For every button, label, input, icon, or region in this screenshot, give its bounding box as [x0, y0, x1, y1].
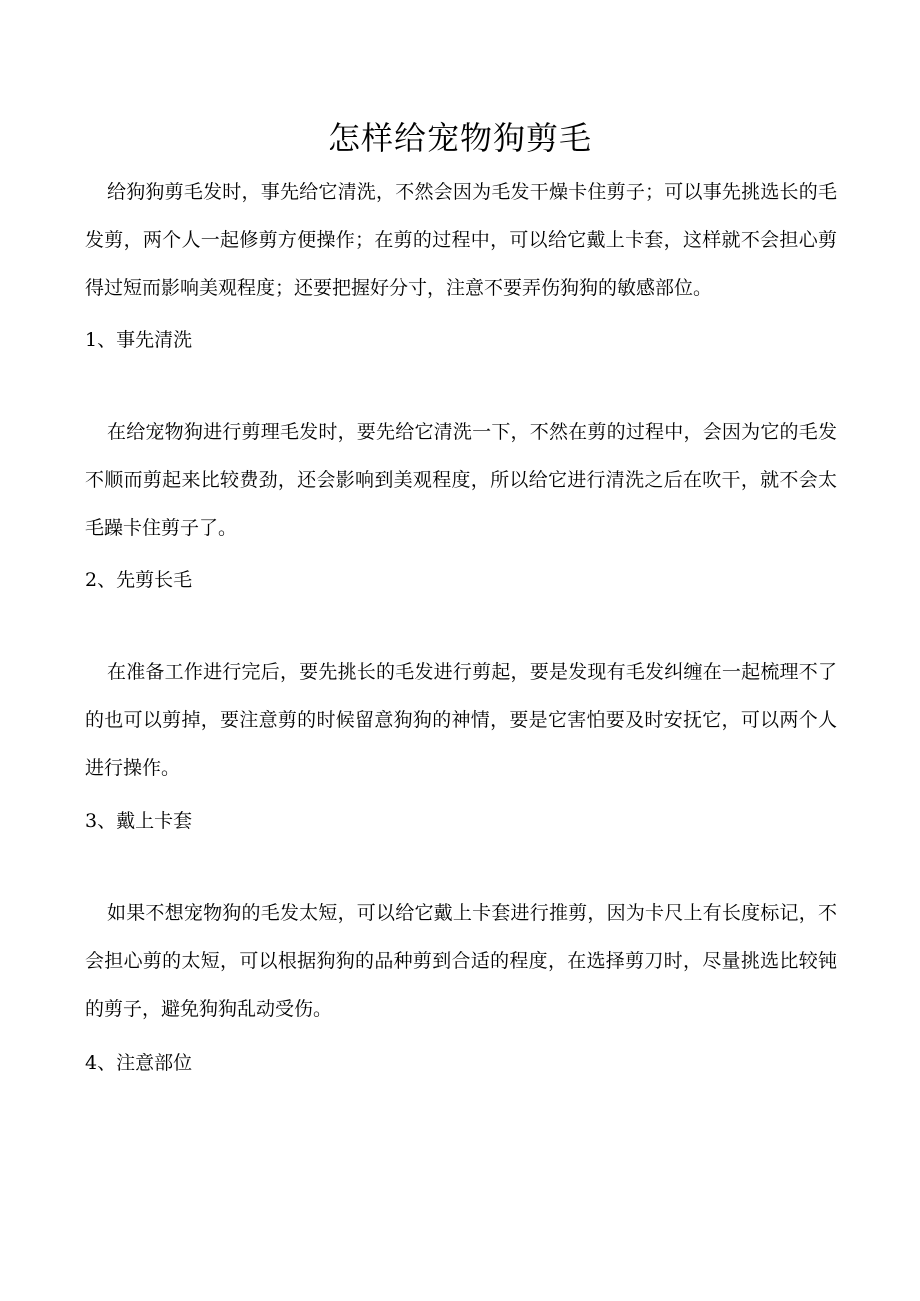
- section-heading-1: 1、事先清洗: [85, 329, 193, 351]
- page-title: 怎样给宠物狗剪毛: [327, 119, 592, 157]
- section-heading-3: 3、戴上卡套: [85, 810, 193, 832]
- section-body-2: 在准备工作进行完后，要先挑长的毛发进行剪起，要是发现有毛发纠缠在一起梳理不了的也可以剪掉，要注意剪的时候留意狗狗的神情，要是它害怕要及时安抚它，可以两个人进行操作。: [85, 661, 837, 779]
- section-heading-2: 2、先剪长毛: [85, 569, 193, 591]
- section-body-1: 在给宠物狗进行剪理毛发时，要先给它清洗一下，不然在剪的过程中，会因为它的毛发不顺而剪起来比较费劲，还会影响到美观程度，所以给它进行清洗之后在吹干，就不会太毛躁卡住剪子了。: [85, 421, 837, 539]
- section-body-3: 如果不想宠物狗的毛发太短，可以给它戴上卡套进行推剪，因为卡尺上有长度标记，不会担心剪的太短，可以根据狗狗的品种剪到合适的程度，在选择剪刀时，尽量挑选比较钝的剪子，避免狗狗乱动受伤。: [85, 902, 837, 1020]
- intro-paragraph: 给狗狗剪毛发时，事先给它清洗，不然会因为毛发干燥卡住剪子；可以事先挑选长的毛发剪，两个人一起修剪方便操作；在剪的过程中，可以给它戴上卡套，这样就不会担心剪得过短而影响美观程度；还要把握好分寸，注意不要弄伤狗狗的敏感部位。: [85, 181, 837, 299]
- section-heading-4: 4、注意部位: [85, 1052, 193, 1074]
